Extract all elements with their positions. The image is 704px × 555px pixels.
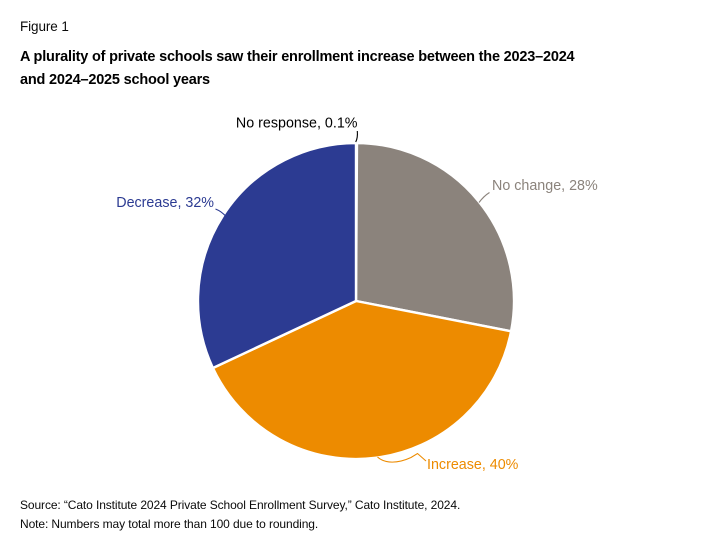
leader-line-no-response — [356, 131, 358, 142]
source-text: Source: “Cato Institute 2024 Private School Enrollment Survey,” Cato Institute, 2024. — [20, 498, 461, 512]
slice-label-increase: Increase, 40% — [427, 457, 519, 473]
figure-title-line-1: A plurality of private schools saw their enrollment increase between the 2023–2024 — [20, 49, 575, 65]
slice-label-no-change: No change, 28% — [492, 178, 598, 194]
pie-slice-no-change — [356, 143, 514, 331]
figure-footer — [20, 496, 460, 533]
slice-label-decrease: Decrease, 32% — [116, 195, 214, 211]
note-text: Note: Numbers may total more than 100 due to rounding. — [20, 516, 319, 531]
slice-label-no-response: No response, 0.1% — [235, 115, 358, 132]
figure-label: Figure 1 — [20, 19, 69, 34]
leader-line-no-change — [479, 193, 490, 203]
figure-title-line-2: and 2024–2025 school years — [20, 71, 210, 88]
